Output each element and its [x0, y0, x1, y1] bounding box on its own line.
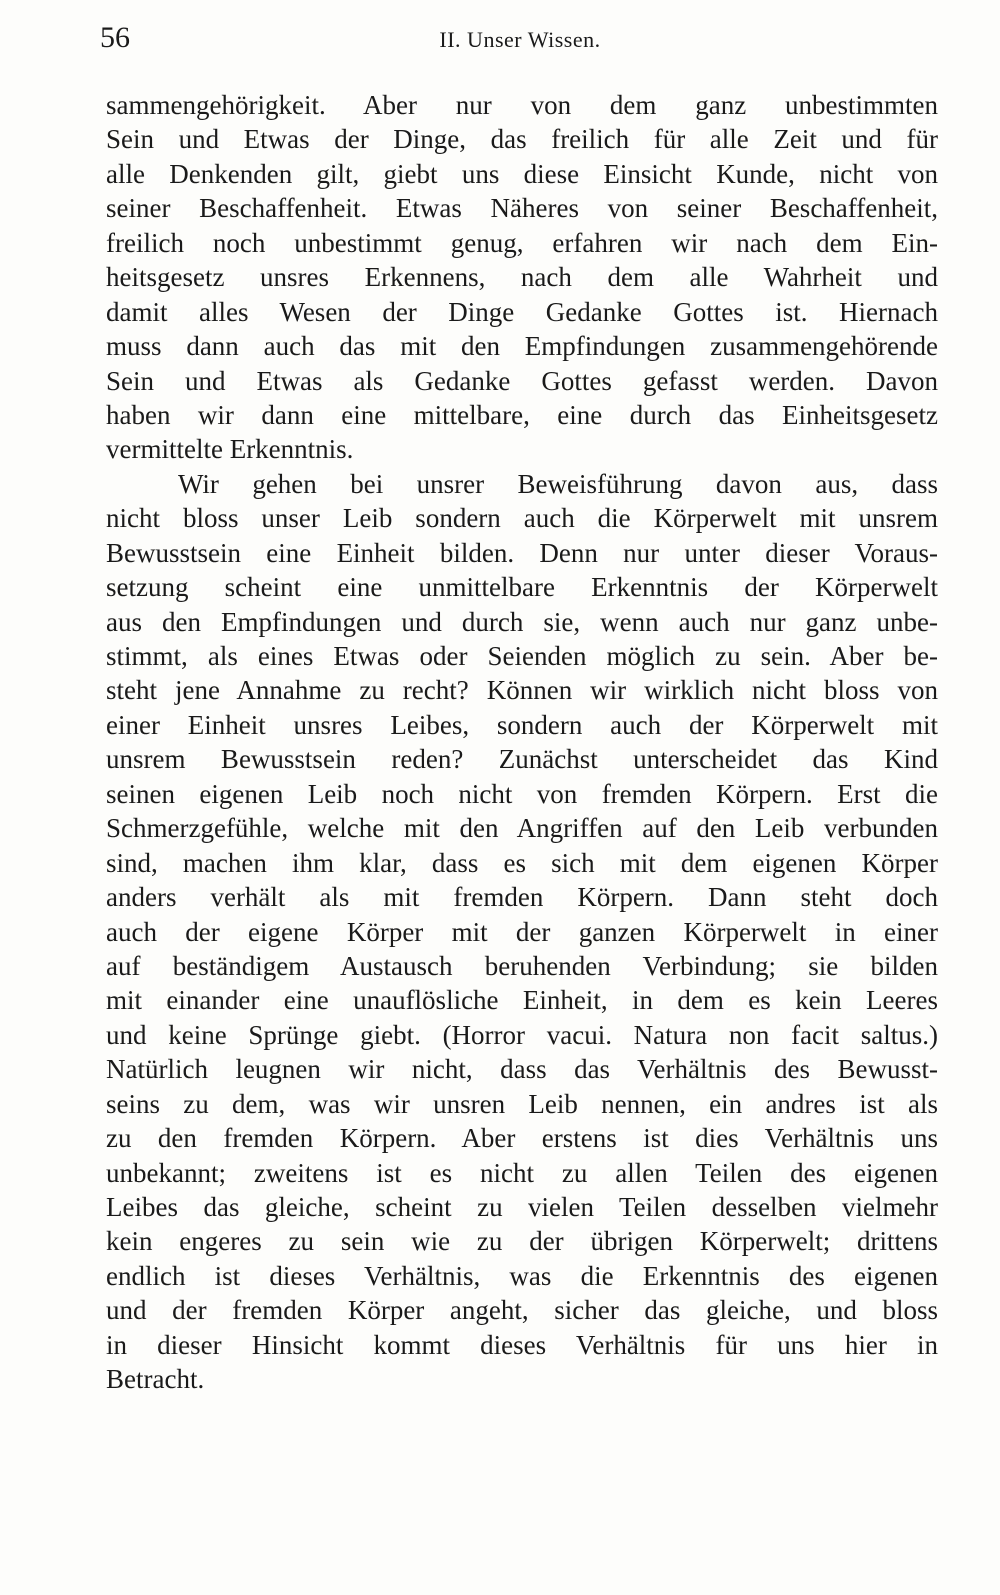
text-line: Schmerzgefühle, welche mit den Angriffen auf den Leib verbunden	[106, 813, 938, 844]
text-line: sind, machen ihm klar, dass es sich mit dem eigenen Körper	[106, 847, 938, 878]
text-line: Betracht.	[106, 1364, 205, 1395]
text-line: zu den fremden Körpern. Aber erstens ist dies Verhältnis uns	[106, 1123, 938, 1154]
text-line: damit alles Wesen der Dinge Gedanke Gottes ist. Hiernach	[106, 296, 938, 327]
text-line: heitsgesetz unsres Erkennens, nach dem alle Wahrheit und	[106, 262, 938, 293]
text-line: seins zu dem, was wir unsren Leib nennen, ein andres ist als	[106, 1088, 938, 1119]
text-line: Sein und Etwas als Gedanke Gottes gefasst werden. Davon	[106, 365, 938, 396]
text-line: einer Einheit unsres Leibes, sondern auch der Körperwelt mit	[106, 709, 938, 740]
text-line: stimmt, als eines Etwas oder Seienden möglich zu sein. Aber be-	[106, 641, 938, 671]
text-line: in dieser Hinsicht kommt dieses Verhältnis für uns hier in	[106, 1329, 938, 1360]
text-line: Sein und Etwas der Dinge, das freilich für alle Zeit und für	[106, 124, 938, 155]
text-line: sammengehörigkeit. Aber nur von dem ganz unbestimmten	[106, 90, 938, 120]
paragraph-2	[106, 467, 938, 1397]
text-line: Leibes das gleiche, scheint zu vielen Teilen desselben vielmehr	[106, 1192, 938, 1222]
text-line: kein engeres zu sein wie zu der übrigen Körperwelt; drittens	[106, 1226, 938, 1257]
text-line: unsrem Bewusstsein reden? Zunächst unterscheidet das Kind	[106, 744, 938, 775]
page-body	[106, 88, 938, 1397]
text-line: endlich ist dieses Verhältnis, was die Erkenntnis des eigenen	[106, 1260, 938, 1291]
text-line: Natürlich leugnen wir nicht, dass das Verhältnis des Bewusst-	[106, 1054, 938, 1085]
text-line: muss dann auch das mit den Empfindungen zusammengehörende	[106, 331, 938, 362]
text-line: haben wir dann eine mittelbare, eine durch das Einheitsgesetz	[106, 399, 938, 430]
text-line: alle Denkenden gilt, giebt uns diese Einsicht Kunde, nicht von	[106, 158, 938, 189]
text-line: steht jene Annahme zu recht? Können wir wirklich nicht bloss von	[106, 675, 938, 706]
text-line: mit einander eine unauflösliche Einheit, in dem es kein Leeres	[106, 985, 938, 1016]
text-line: auch der eigene Körper mit der ganzen Körperwelt in einer	[106, 916, 938, 947]
text-line: auf beständigem Austausch beruhenden Verbindung; sie bilden	[106, 950, 938, 981]
text-line: setzung scheint eine unmittelbare Erkenntnis der Körperwelt	[106, 572, 938, 603]
text-line: vermittelte Erkenntnis.	[106, 434, 354, 465]
page-header	[100, 18, 940, 58]
text-line: Wir gehen bei unsrer Beweisführung davon aus, dass	[178, 468, 938, 499]
text-line: Bewusstsein eine Einheit bilden. Denn nur unter dieser Voraus-	[106, 537, 938, 568]
running-head: II. Unser Wissen.	[439, 27, 601, 52]
text-line: seinen eigenen Leib noch nicht von fremden Körpern. Erst die	[106, 778, 938, 809]
text-line: und der fremden Körper angeht, sicher das gleiche, und bloss	[106, 1295, 938, 1326]
text-line: seiner Beschaffenheit. Etwas Näheres von seiner Beschaffenheit,	[106, 193, 938, 224]
page-number: 56	[100, 21, 130, 54]
text-line: anders verhält als mit fremden Körpern. Dann steht doch	[106, 882, 938, 913]
text-line: und keine Sprünge giebt. (Horror vacui. Natura non facit saltus.)	[106, 1019, 938, 1050]
text-line: nicht bloss unser Leib sondern auch die Körperwelt mit unsrem	[106, 503, 938, 534]
text-line: freilich noch unbestimmt genug, erfahren wir nach dem Ein-	[106, 227, 938, 258]
paragraph-1	[106, 88, 938, 467]
text-line: unbekannt; zweitens ist es nicht zu allen Teilen des eigenen	[106, 1157, 938, 1188]
text-line: aus den Empfindungen und durch sie, wenn auch nur ganz unbe-	[106, 606, 938, 637]
